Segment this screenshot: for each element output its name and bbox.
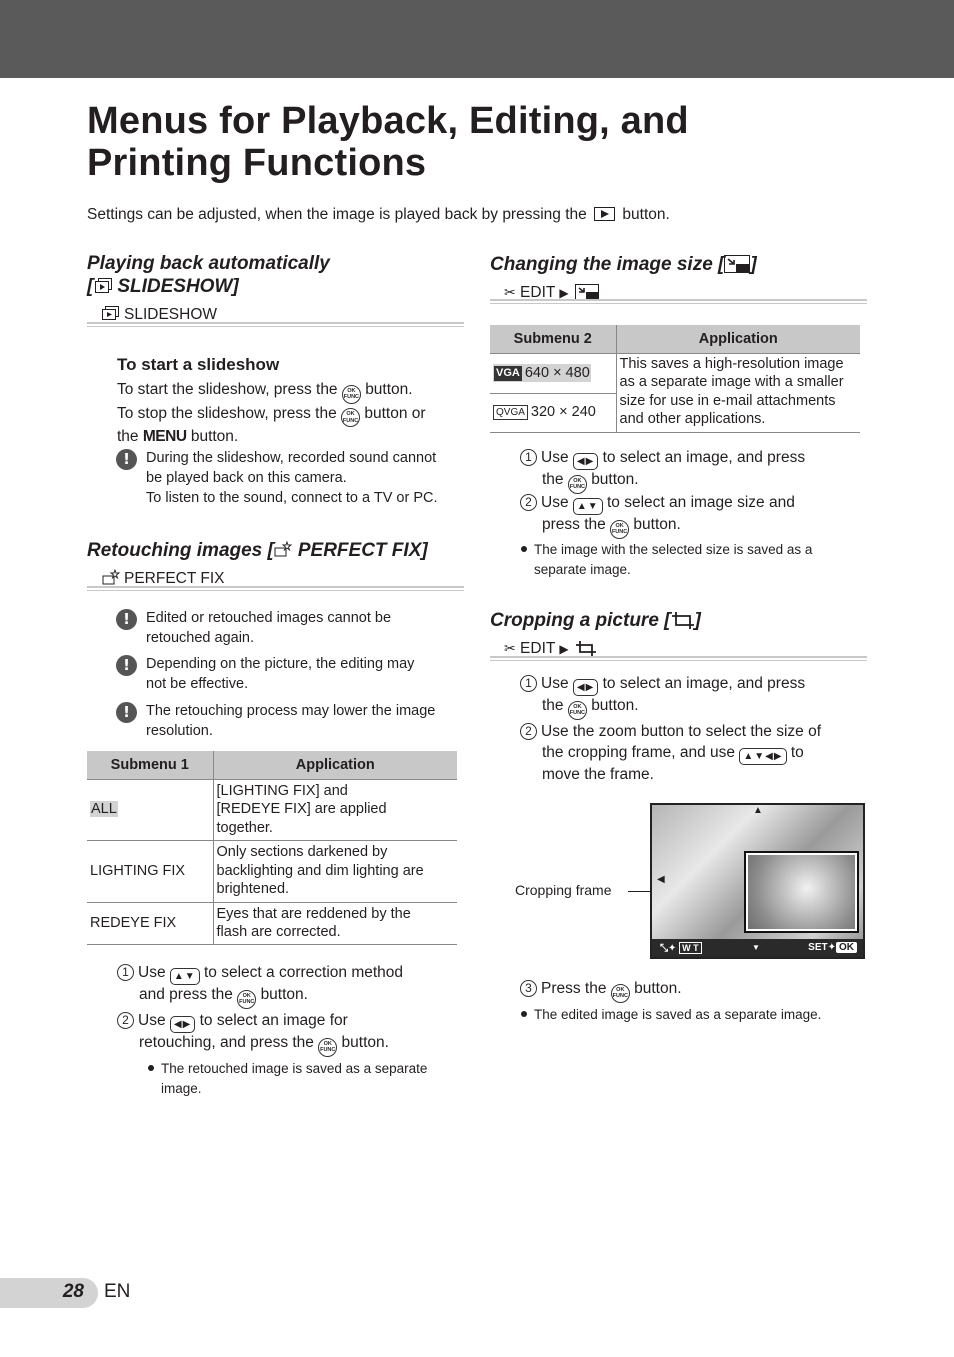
zoom-indicator: ⤡✦ W T — [660, 939, 702, 958]
crop-step-3: 3 Press the OK FUNC button. — [520, 979, 865, 1003]
step-number: 1 — [520, 449, 537, 466]
scissors-icon: ✂ — [504, 284, 516, 300]
bullet-icon — [521, 1011, 527, 1017]
ok-func-button-icon: OK FUNC — [318, 1038, 337, 1057]
table-header: Submenu 2 — [490, 325, 616, 353]
table-header-row — [490, 325, 860, 353]
page-title: Menus for Playback, Editing, and Printing Functions — [87, 100, 689, 184]
perfect-fix-step-1: 1 Use ▲▼ to select a correction method and press the OK FUNC button. — [117, 963, 462, 1009]
caution-icon: ! — [116, 609, 137, 630]
arrow-left-icon: ◀ — [657, 874, 665, 885]
resize-menu-path: ✂ EDIT ▶ — [504, 284, 599, 302]
ok-func-button-icon: OK FUNC — [568, 475, 587, 494]
ok-func-button-icon: OK FUNC — [342, 385, 361, 404]
caution-icon: ! — [116, 702, 137, 723]
arrow-up-icon: ▲ — [753, 805, 763, 816]
up-down-arrow-pad-icon: ▲▼ — [573, 498, 603, 515]
step-number: 1 — [520, 675, 537, 692]
ok-func-button-icon: OK FUNC — [610, 520, 629, 539]
zoom-icon: ⤡✦ — [660, 943, 677, 954]
table-cell: Only sections darkened by backlighting and dim lighting are brightened. — [213, 840, 457, 902]
perfect-fix-step-2: 2 Use ◀▶ to select an image for retouching, and press the OK FUNC button. — [117, 1011, 462, 1057]
crop-step-2: 2 Use the zoom button to select the size of the cropping frame, and use ▲▼◀▶ to move the frame. — [520, 722, 870, 785]
caution-icon: ! — [116, 449, 137, 470]
arrow-right-icon: ▶ — [559, 642, 569, 656]
resize-icon — [724, 255, 750, 273]
scissors-icon: ✂ — [504, 640, 516, 656]
cropping-frame — [744, 851, 859, 933]
slideshow-note: During the slideshow, recorded sound cannot be played back on this camera. To listen to the sound, connect to a TV or PC. — [146, 450, 438, 506]
resize-icon — [575, 284, 599, 300]
ok-func-button-icon: OK FUNC — [568, 701, 587, 720]
qvga-size-icon: QVGA — [493, 405, 528, 420]
perfect-fix-note-2: Depending on the picture, the editing may not be effective. — [146, 656, 415, 692]
arrow-right-icon: ▶ — [559, 286, 569, 300]
table-cell: ALL — [87, 779, 213, 840]
table-header: Application — [616, 325, 860, 353]
perfect-fix-note-3: The retouching process may lower the image resolution. — [146, 703, 436, 739]
table-header-row — [87, 751, 457, 779]
ok-func-button-icon: OK FUNC — [237, 990, 256, 1009]
arrow-down-icon: ▼ — [752, 943, 760, 952]
table-row — [87, 902, 457, 944]
ok-func-button-icon: OK FUNC — [341, 408, 360, 427]
table-cell: This saves a high-resolution image as a separate image with a smaller size for use in e-mail attachments and other applications. — [616, 353, 860, 432]
caution-icon: ! — [116, 655, 137, 676]
perfect-fix-menu-path: PERFECT FIX — [102, 569, 224, 588]
camera-screen-preview — [650, 803, 865, 959]
intro-text: Settings can be adjusted, when the image is played back by pressing the button. — [87, 206, 670, 223]
page-number-tab — [0, 1278, 98, 1308]
table-cell: VGA 640 × 480 — [490, 353, 616, 393]
left-right-arrow-pad-icon: ◀▶ — [573, 679, 598, 696]
slideshow-heading: Playing back automatically [ SLIDESHOW] — [87, 253, 330, 297]
slideshow-subheading: To start a slideshow — [117, 355, 280, 374]
crop-result: The edited image is saved as a separate image. — [521, 1005, 866, 1025]
submenu2-table — [490, 325, 860, 433]
playback-button-icon — [594, 207, 615, 221]
crop-menu-path: ✂ EDIT ▶ — [504, 640, 597, 658]
perfect-fix-icon — [274, 541, 294, 558]
table-row — [87, 779, 457, 840]
crop-step-1: 1 Use ◀▶ to select an image, and press the OK FUNC button. — [520, 674, 865, 720]
perfect-fix-result: The retouched image is saved as a separate image. — [148, 1059, 458, 1098]
table-row — [490, 353, 860, 393]
slideshow-icon — [102, 306, 120, 321]
perfect-fix-icon — [102, 569, 121, 585]
slideshow-icon — [95, 278, 113, 294]
left-right-arrow-pad-icon: ◀▶ — [573, 453, 598, 470]
slideshow-menu-path: SLIDESHOW — [102, 306, 217, 324]
step-number: 1 — [117, 964, 134, 981]
resize-heading: Changing the image size [ ] — [490, 254, 757, 275]
table-cell: QVGA 320 × 240 — [490, 393, 616, 432]
resize-result: The image with the selected size is saved as a separate image. — [521, 540, 861, 579]
menu-button-label: MENU — [142, 428, 187, 445]
section-rule — [87, 586, 464, 591]
ok-func-button-icon: OK FUNC — [611, 984, 630, 1003]
step-number: 2 — [117, 1012, 134, 1029]
four-way-arrow-pad-icon: ▲▼◀▶ — [739, 748, 786, 765]
header-bar — [0, 0, 954, 78]
bullet-icon — [148, 1065, 154, 1071]
resize-step-2: 2 Use ▲▼ to select an image size and press the OK FUNC button. — [520, 493, 865, 539]
perfect-fix-heading: Retouching images [ PERFECT FIX] — [87, 540, 428, 561]
resize-step-1: 1 Use ◀▶ to select an image, and press the OK FUNC button. — [520, 448, 865, 494]
section-rule — [87, 322, 464, 327]
step-number: 3 — [520, 980, 537, 997]
table-cell: LIGHTING FIX — [87, 840, 213, 902]
table-header: Application — [213, 751, 457, 779]
screen-status-bar — [652, 939, 863, 957]
cropping-frame-label: Cropping frame — [515, 882, 612, 898]
table-cell: REDEYE FIX — [87, 902, 213, 944]
perfect-fix-note-1: Edited or retouched images cannot be retouched again. — [146, 610, 392, 646]
left-right-arrow-pad-icon: ◀▶ — [170, 1016, 195, 1033]
vga-size-icon: VGA — [496, 366, 520, 379]
table-header: Submenu 1 — [87, 751, 213, 779]
step-number: 2 — [520, 494, 537, 511]
language-label: EN — [104, 1281, 131, 1302]
crop-icon — [575, 640, 597, 656]
submenu1-table — [87, 751, 457, 945]
set-ok-indicator: SET✦ OK — [808, 939, 857, 957]
slideshow-instructions: To start the slideshow, press the OK FUNC button. To stop the slideshow, press the OK FUNC button or the MENU button. — [117, 381, 426, 445]
crop-icon — [671, 611, 695, 629]
table-cell: [LIGHTING FIX] and [REDEYE FIX] are applied together. — [213, 779, 457, 840]
crop-heading: Cropping a picture [ ] — [490, 610, 701, 631]
page-number: 28 — [62, 1281, 84, 1302]
table-cell: Eyes that are reddened by the flash are corrected. — [213, 902, 457, 944]
section-rule — [490, 299, 867, 304]
bullet-icon — [521, 546, 527, 552]
step-number: 2 — [520, 723, 537, 740]
section-rule — [490, 656, 867, 661]
table-row — [87, 840, 457, 902]
up-down-arrow-pad-icon: ▲▼ — [170, 968, 200, 985]
